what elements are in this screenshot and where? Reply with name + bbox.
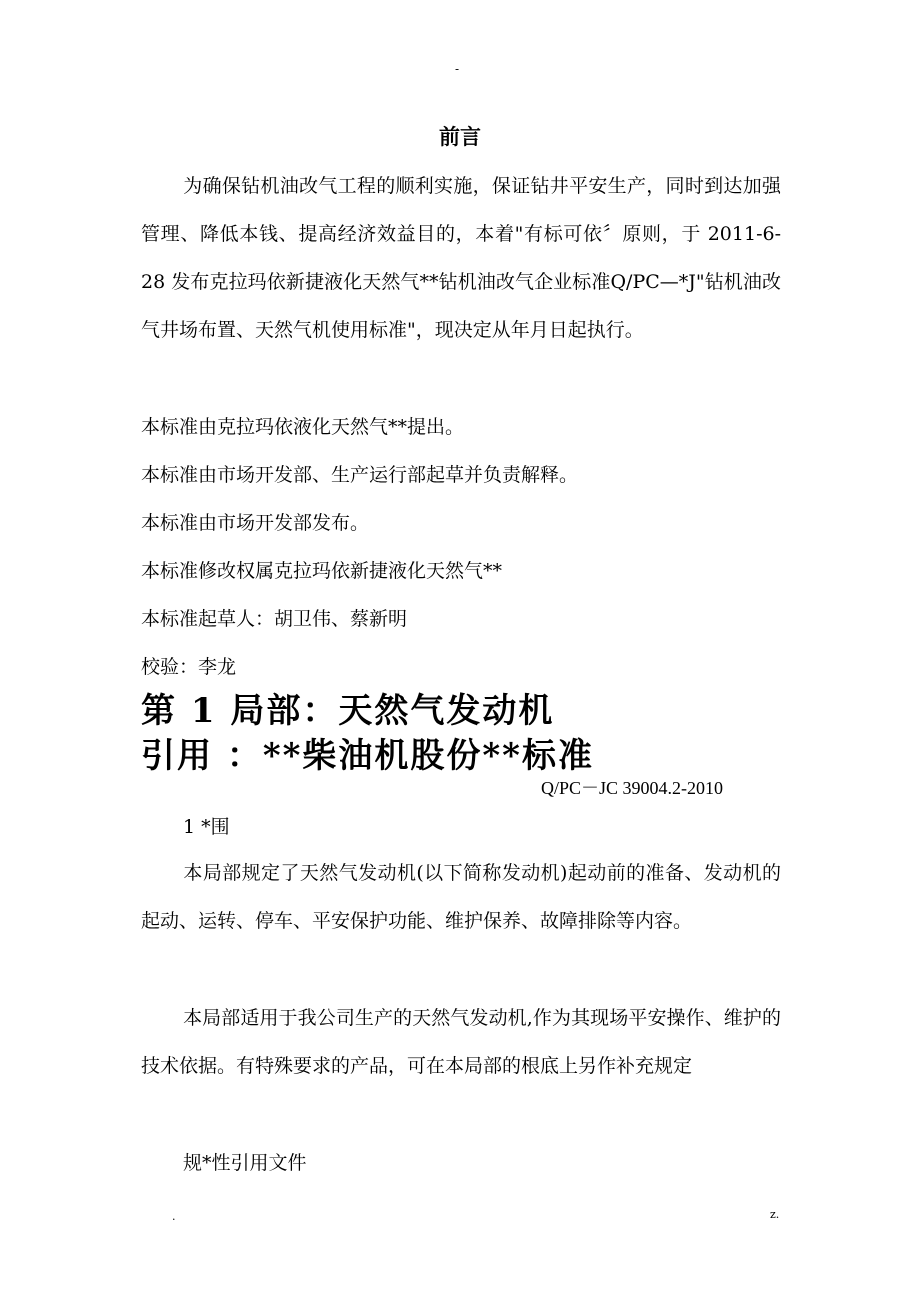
part-heading: 第 1 局部：天然气发动机 bbox=[141, 691, 555, 731]
normative-references-heading: 规*性引用文件 bbox=[183, 1152, 307, 1174]
publisher-line: 本标准由市场开发部发布。 bbox=[141, 512, 370, 534]
foreword-paragraph-text: 为确保钻机油改气工程的顺利实施，保证钻井平安生产，同时到达加强管理、降低本钱、提高经济效益目的，本着"有标可依〞原则，于 2011-6-28 发布克拉玛依新捷液化天然气**钻机油改气企业标准Q/PC—*J"钻机油改气井场布置、天然气机使用标准"，现决定从年月日起执行。 bbox=[141, 175, 781, 341]
footer-right-mark: z. bbox=[770, 1208, 780, 1221]
reference-heading: 引用 ：**柴油机股份**标准 bbox=[141, 736, 594, 776]
proposer-line: 本标准由克拉玛依液化天然气**提出。 bbox=[141, 416, 465, 438]
foreword-paragraph bbox=[141, 162, 781, 354]
footer-left-mark: . bbox=[172, 1210, 176, 1223]
drafters-line: 本标准起草人：胡卫伟、蔡新明 bbox=[141, 608, 408, 630]
applicability-paragraph bbox=[141, 994, 781, 1090]
standard-code: Q/PC－JC 39004.2-2010 bbox=[541, 778, 724, 798]
page-header-mark: - bbox=[455, 62, 460, 76]
drafter-dept-line: 本标准由市场开发部、生产运行部起草并负责解释。 bbox=[141, 464, 579, 486]
scope-paragraph bbox=[141, 849, 781, 945]
scope-paragraph-text: 本局部规定了天然气发动机(以下简称发动机)起动前的准备、发动机的起动、运转、停车、平安保护功能、维护保养、故障排除等内容。 bbox=[141, 862, 781, 932]
scope-heading: 1 *围 bbox=[183, 816, 230, 838]
foreword-title: 前言 bbox=[439, 124, 481, 149]
rights-line: 本标准修改权属克拉玛依新捷液化天然气** bbox=[141, 560, 503, 582]
applicability-paragraph-text: 本局部适用于我公司生产的天然气发动机,作为其现场平安操作、维护的技术依据。有特殊要求的产品，可在本局部的根底上另作补充规定 bbox=[141, 1007, 781, 1077]
checker-line: 校验：李龙 bbox=[141, 656, 237, 678]
